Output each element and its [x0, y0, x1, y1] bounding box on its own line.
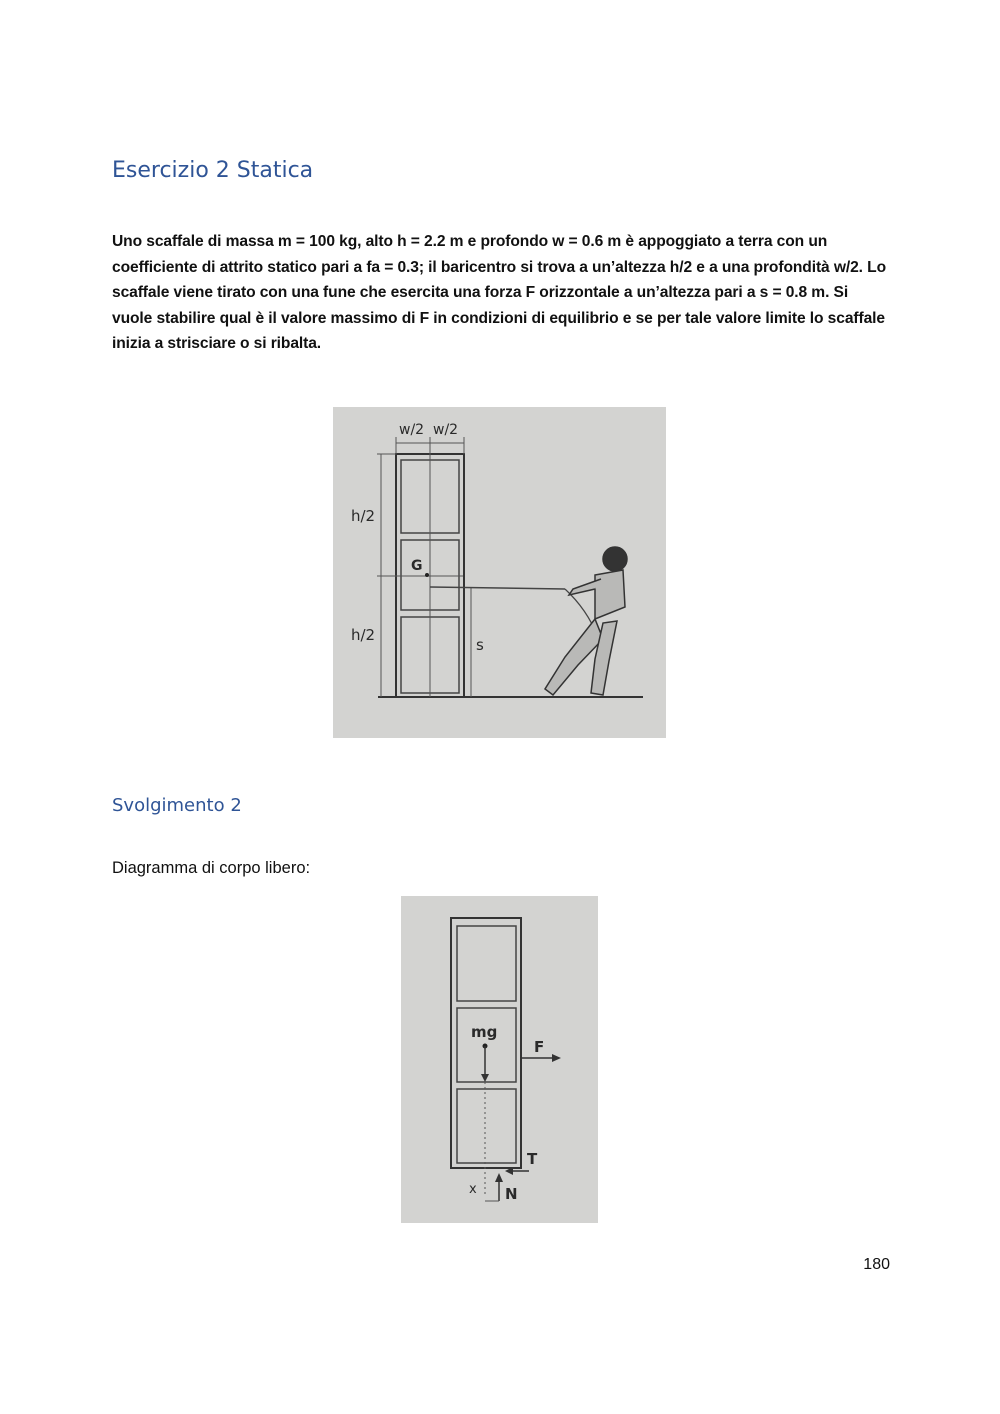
label-w-left: w/2	[399, 422, 425, 438]
label-h-bottom: h/2	[351, 626, 376, 644]
label-f: F	[534, 1038, 545, 1056]
label-mg: mg	[471, 1023, 498, 1041]
shelf-pulling-figure	[333, 407, 666, 738]
label-s: s	[476, 636, 484, 654]
free-body-caption: Diagramma di corpo libero:	[112, 859, 311, 877]
rope	[430, 587, 565, 589]
center-of-gravity-point	[425, 573, 429, 577]
label-h-top: h/2	[351, 507, 376, 525]
person-pulling	[545, 547, 627, 695]
label-g: G	[411, 558, 423, 574]
free-body-diagram	[401, 896, 598, 1223]
shelf-compartment-bottom	[457, 1089, 516, 1163]
shelf-outline	[451, 918, 521, 1168]
page-number: 180	[863, 1256, 890, 1273]
label-w-right: w/2	[433, 422, 459, 438]
free-body-figure	[401, 896, 598, 1223]
shelf-pulling-diagram	[333, 407, 666, 738]
exercise-title: Esercizio 2 Statica	[112, 158, 314, 183]
label-t: T	[527, 1150, 538, 1168]
solution-title: Svolgimento 2	[112, 795, 242, 816]
problem-statement: Uno scaffale di massa m = 100 kg, alto h = 2.2 m e profondo w = 0.6 m è appoggiato a terra con un coefficiente di attrito statico pari a fa = 0.3; il baricentro si trova a un’altezza h/2 e a una profondità w/2. Lo scaffale viene tirato con una fune che esercita una forza F orizzontale a un’altezza pari a s = 0.8 m. Si vuole stabilire qual è il valore massimo di F in condizioni di equilibrio e se per tale valore limite lo scaffale inizia a strisciare o si ribalta.	[112, 233, 886, 352]
label-x: x	[469, 1182, 477, 1197]
label-n: N	[505, 1185, 518, 1203]
shelf-compartment-top	[457, 926, 516, 1001]
